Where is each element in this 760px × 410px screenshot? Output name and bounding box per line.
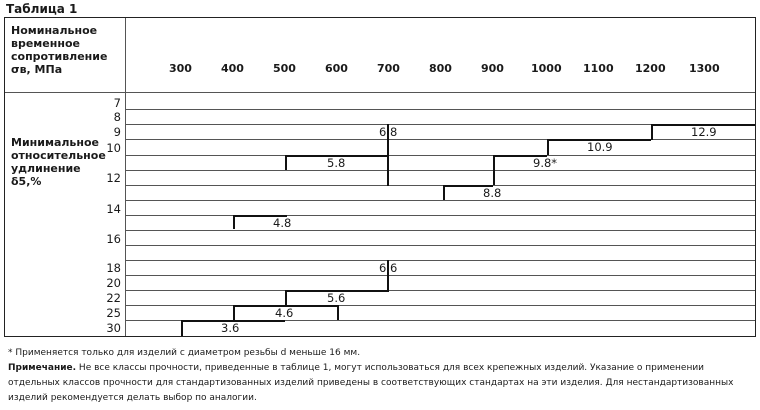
strength-class-table (4, 17, 756, 337)
elongation-label-line-1: Минимальное (11, 136, 100, 149)
class-3-6-step (181, 320, 183, 336)
class-8-8-step (443, 185, 445, 200)
class-6-6-label: 6.6 (379, 261, 398, 275)
elongation-8: 8 (113, 110, 121, 124)
header-label-line-4: σв, МПа (11, 63, 63, 76)
header-label-line-1: Номинальное (11, 24, 98, 37)
class-12-9-label: 12.9 (691, 125, 717, 139)
elongation-label (11, 136, 106, 188)
class-5-8-label: 5.8 (327, 156, 346, 170)
footnote: * Применяется только для изделий с диаметром резьбы d меньше 16 мм. (8, 348, 361, 358)
class-5-6-label: 5.6 (327, 291, 346, 305)
class-10-9-step (547, 139, 549, 155)
elongation-label-line-2: относительное (11, 149, 106, 162)
class-9-8-label: 9.8* (533, 156, 558, 170)
header-label-line-2: временное (11, 37, 80, 50)
grid-row-line (125, 215, 755, 216)
class-4-6-step (233, 305, 235, 320)
grid-row-line (125, 170, 755, 171)
class-4-6-end (337, 305, 339, 320)
class-4-8-step (233, 215, 235, 229)
grid-row-line (125, 305, 755, 306)
class-5-8-step (285, 155, 287, 170)
class-9-8-step (493, 155, 495, 185)
column-1100: 1100 (583, 62, 614, 75)
class-3-6-label: 3.6 (221, 321, 240, 335)
grid-row-line (125, 260, 755, 261)
grid-row-line (125, 290, 755, 291)
elongation-20: 20 (106, 276, 121, 290)
column-800: 800 (429, 62, 452, 75)
class-5-6-step (285, 290, 287, 305)
grid-row-line (125, 275, 755, 276)
elongation-label-line-3: удлинение (11, 162, 81, 175)
class-10-9-label: 10.9 (587, 140, 613, 154)
class-6-8-label: 6.8 (379, 125, 398, 139)
column-1000: 1000 (531, 62, 562, 75)
class-4-6-label: 4.6 (275, 306, 294, 320)
grid-row-line (125, 155, 755, 156)
class-8-8-label: 8.8 (483, 186, 502, 200)
grid-row-line (125, 245, 755, 246)
class-4-8-label: 4.8 (273, 216, 292, 230)
column-600: 600 (325, 62, 348, 75)
elongation-25: 25 (106, 306, 121, 320)
grid-row-line (125, 200, 755, 201)
note-label: Примечание. (8, 363, 77, 373)
column-300: 300 (169, 62, 192, 75)
table-notes (8, 346, 753, 406)
elongation-18: 18 (106, 261, 121, 275)
elongation-22: 22 (106, 291, 121, 305)
class-12-9-step (651, 124, 653, 140)
elongation-10: 10 (106, 141, 121, 155)
column-700: 700 (377, 62, 400, 75)
elongation-12: 12 (106, 171, 121, 185)
grid-row-line (125, 139, 755, 140)
elongation-7: 7 (113, 96, 121, 110)
column-500: 500 (273, 62, 296, 75)
column-400: 400 (221, 62, 244, 75)
grid-row-line (125, 230, 755, 231)
column-1200: 1200 (635, 62, 666, 75)
note-paragraph (8, 361, 753, 406)
column-1300: 1300 (689, 62, 720, 75)
elongation-16: 16 (106, 232, 121, 246)
elongation-label-line-4: δ5,% (11, 175, 42, 188)
grid-row-line (125, 185, 755, 186)
grid-row-line (125, 109, 755, 110)
elongation-14: 14 (106, 202, 121, 216)
label-column-divider (125, 18, 126, 336)
elongation-9: 9 (113, 125, 121, 139)
note-text: Не все классы прочности, приведенные в таблице 1, могут использоваться для всех крепежных изделий. Указание о применении отдельных классов прочности для стандартизованных изделий приведены в соответствующих стандартах на эти изделия. Для нестандартизованных изделий рекомендуется делать выбор по аналогии. (8, 363, 734, 403)
header-row-label (11, 24, 107, 76)
column-900: 900 (481, 62, 504, 75)
elongation-30: 30 (106, 321, 121, 335)
header-divider (5, 92, 755, 93)
header-label-line-3: сопротивление (11, 50, 108, 63)
table-title: Таблица 1 (6, 2, 78, 16)
